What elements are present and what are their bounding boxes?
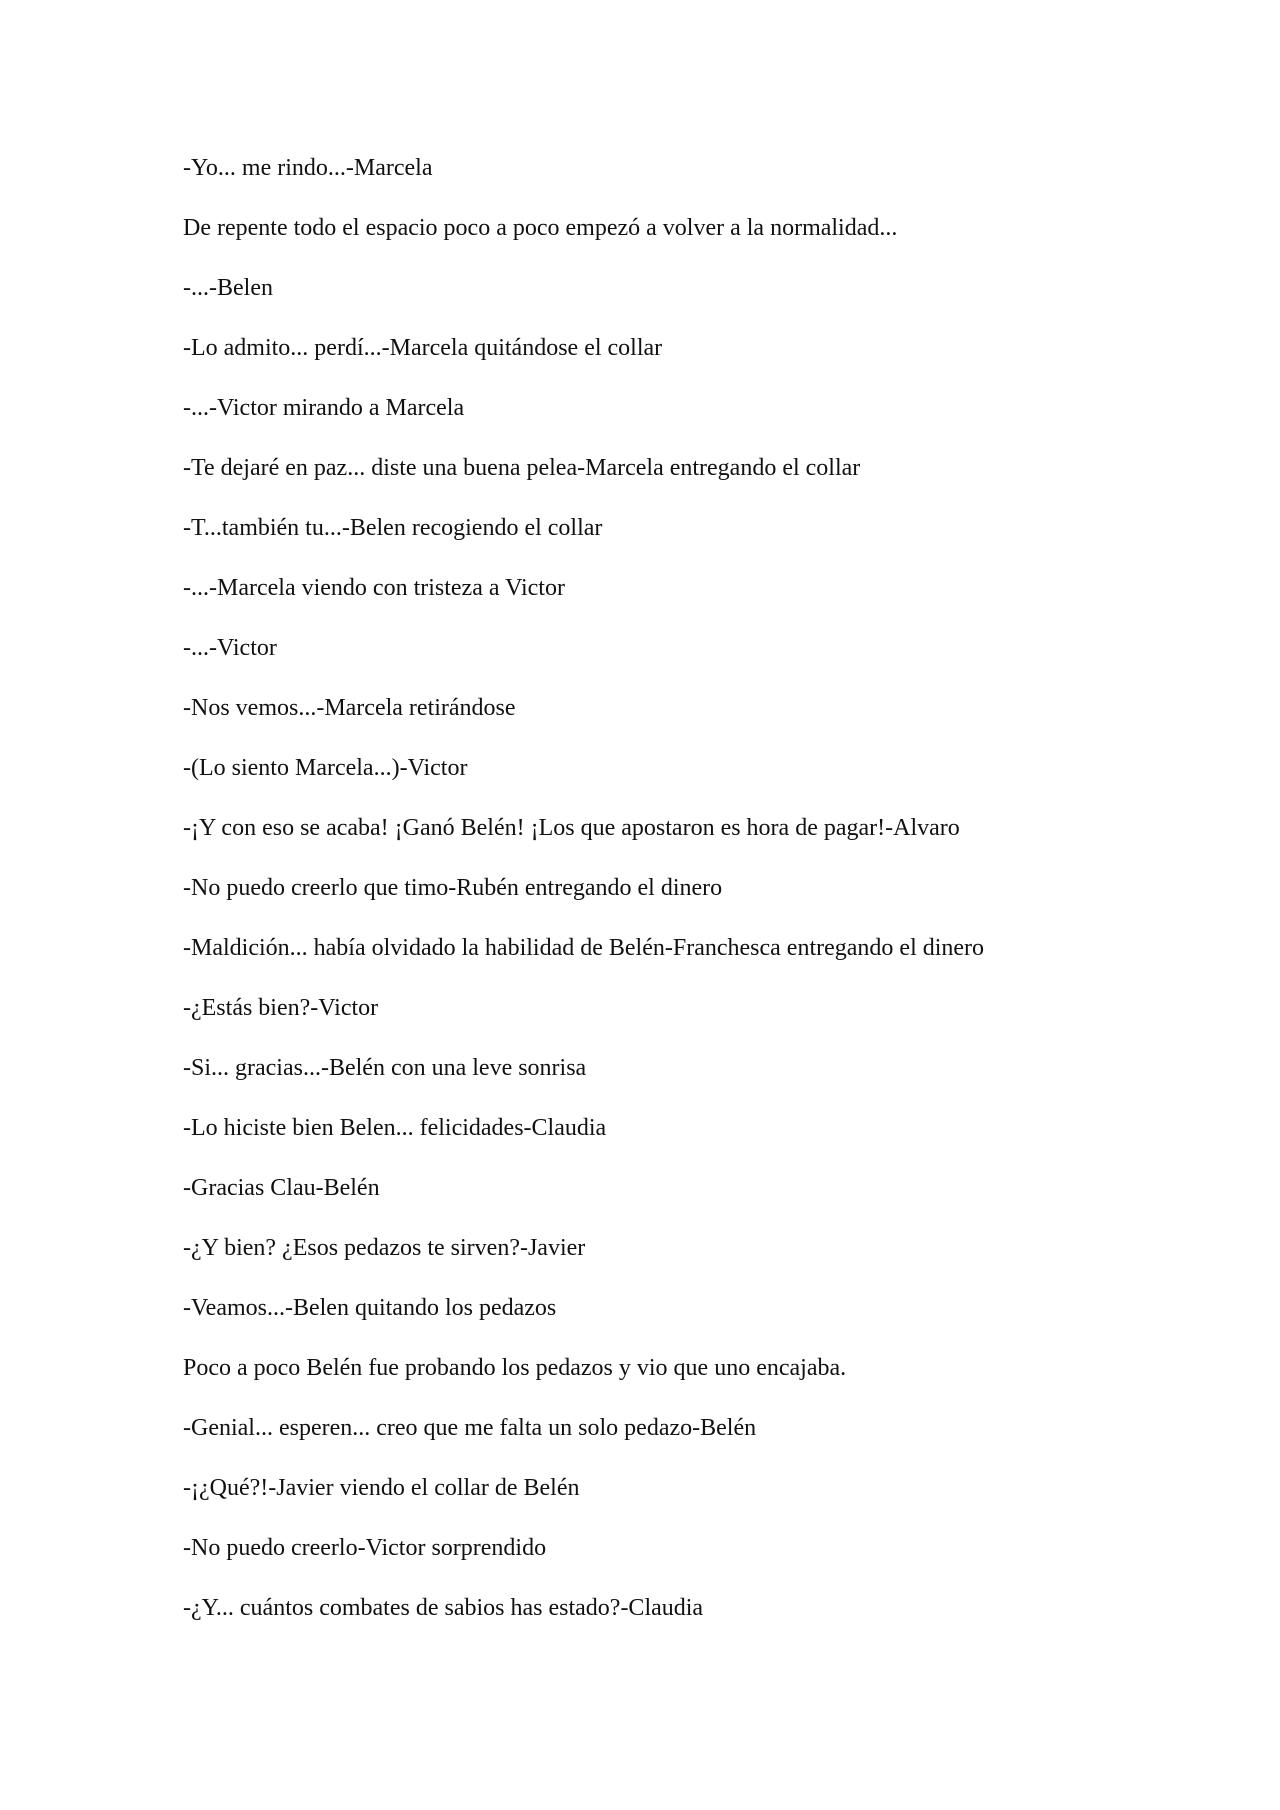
text-line: -Nos vemos...-Marcela retirándose	[183, 695, 516, 721]
text-line: -Lo hiciste bien Belen... felicidades-Claudia	[183, 1115, 607, 1141]
text-line: -No puedo creerlo que timo-Rubén entregando el dinero	[183, 875, 723, 901]
text-line: -...-Marcela viendo con tristeza a Victor	[183, 575, 565, 601]
text-line: -...-Victor mirando a Marcela	[183, 395, 465, 421]
text-line: -...-Belen	[183, 275, 273, 301]
text-line: -¡Y con eso se acaba! ¡Ganó Belén! ¡Los que apostaron es hora de pagar!-Alvaro	[183, 815, 960, 841]
text-line: -¡¿Qué?!-Javier viendo el collar de Belén	[183, 1475, 580, 1501]
text-line: De repente todo el espacio poco a poco empezó a volver a la normalidad...	[183, 215, 898, 241]
text-line: -Maldición... había olvidado la habilidad de Belén-Franchesca entregando el dinero	[183, 935, 985, 961]
text-line: -¿Estás bien?-Victor	[183, 995, 379, 1021]
document-body	[183, 148, 1183, 1648]
text-line: -Yo... me rindo...-Marcela	[183, 155, 433, 181]
text-line: -(Lo siento Marcela...)-Victor	[183, 755, 468, 781]
text-line: -Genial... esperen... creo que me falta un solo pedazo-Belén	[183, 1415, 757, 1441]
text-line: -Te dejaré en paz... diste una buena pelea-Marcela entregando el collar	[183, 455, 861, 481]
text-line: -Gracias Clau-Belén	[183, 1175, 380, 1201]
text-line: -Si... gracias...-Belén con una leve sonrisa	[183, 1055, 587, 1081]
text-line: -T...también tu...-Belen recogiendo el collar	[183, 515, 603, 541]
text-line: -No puedo creerlo-Victor sorprendido	[183, 1535, 547, 1561]
text-line: -Lo admito... perdí...-Marcela quitándose el collar	[183, 335, 663, 361]
text-line: -Veamos...-Belen quitando los pedazos	[183, 1295, 557, 1321]
text-line: -¿Y bien? ¿Esos pedazos te sirven?-Javier	[183, 1235, 586, 1261]
text-line: -...-Victor	[183, 635, 277, 661]
text-line: -¿Y... cuántos combates de sabios has estado?-Claudia	[183, 1595, 704, 1621]
text-line: Poco a poco Belén fue probando los pedazos y vio que uno encajaba.	[183, 1355, 847, 1381]
